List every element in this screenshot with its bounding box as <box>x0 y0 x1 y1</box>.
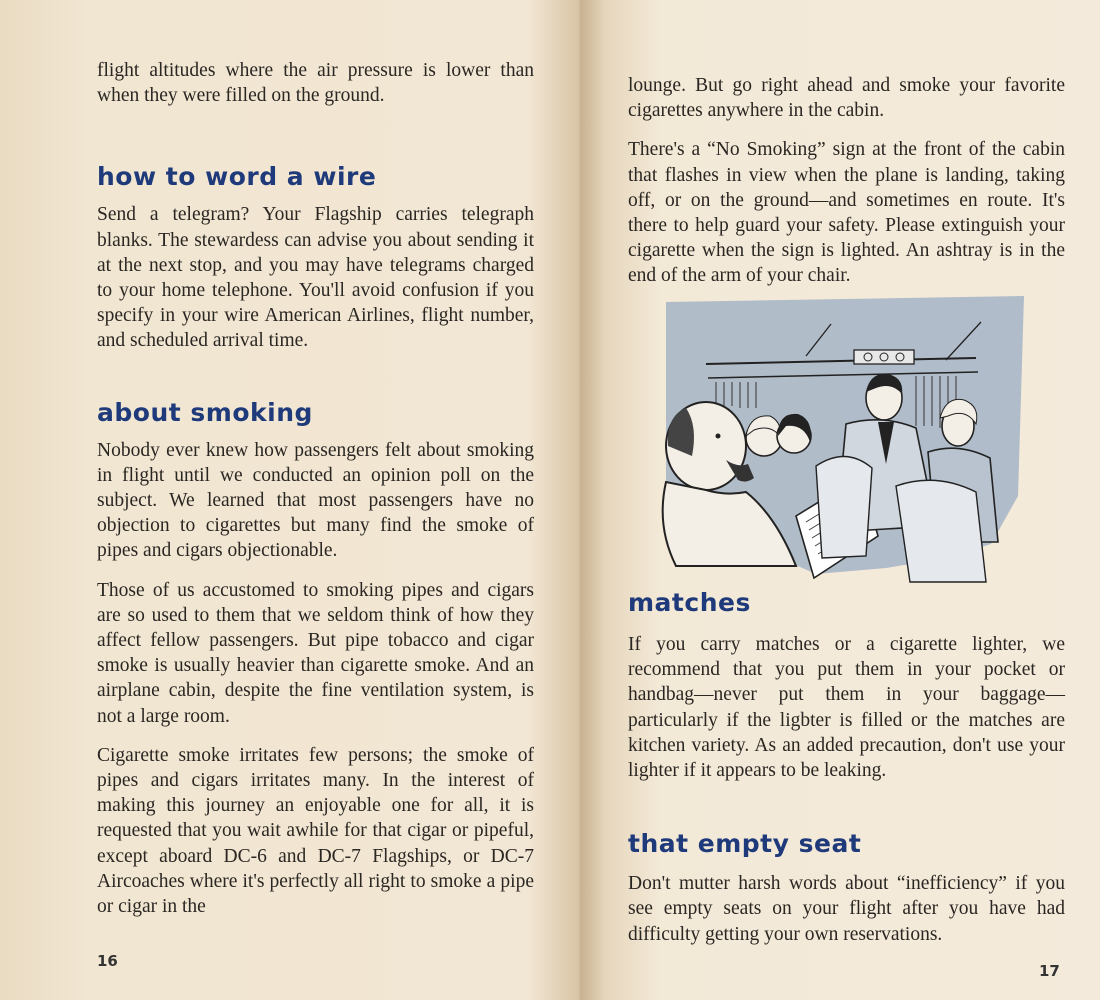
continued-paragraph-right: lounge. But go right ahead and smoke your favorite cigarettes anywhere in the cabin. <box>628 75 1065 122</box>
right-page <box>580 0 1100 1000</box>
cabin-passengers-illustration <box>646 296 1026 586</box>
smoking-paragraph-2: Those of us accustomed to smoking pipes and cigars are so used to them that we seldom think of how they affect fellow passengers. But pipe tobacco and cigar smoke is usually heavier than cigarette smoke. And an airplane cabin, despite the fine ventilation system, is not a large room. <box>97 579 534 727</box>
page-number-right: 17 <box>1039 962 1060 980</box>
left-page-text <box>97 58 534 933</box>
section-heading-smoking: about smoking <box>97 397 313 427</box>
section-heading-empty-seat: that empty seat <box>628 829 862 859</box>
no-smoking-sign-paragraph: There's a “No Smoking” sign at the front of the cabin that flashes in view when the plane is landing, taking off, or on the ground—and sometimes en route. It's there to help guard your safety. Please extinguish your cigarette when the sign is lighted. An ashtray is in the end of the arm of your chair. <box>628 139 1065 287</box>
no-smoking-sign-icon <box>854 350 914 364</box>
section-heading-telegram: how to word a wire <box>97 162 377 192</box>
telegram-paragraph: Send a telegram? Your Flagship carries telegraph blanks. The stewardess can advise you about sending it at the next stop, and you may have telegrams charged to your home telephone. You'll avoid confusion if you specify in your wire American Airlines, flight number, and scheduled arrival time. <box>97 204 534 352</box>
empty-seat-paragraph: Don't mutter harsh words about “inefficiency” if you see empty seats on your flight after you have had difficulty getting your own reservations. <box>628 873 1065 945</box>
smoking-paragraph-1: Nobody ever knew how passengers felt about smoking in flight until we conducted an opinion poll on the subject. We learned that most passengers have no objection to cigarettes but many find the smoke of pipes and cigars objectionable. <box>97 439 534 562</box>
right-page-top-text <box>628 73 1065 303</box>
section-heading-matches: matches <box>628 588 751 617</box>
matches-paragraph: If you carry matches or a cigarette lighter, we recommend that you put them in your pocket or handbag—never put them in your baggage—particularly if the ligbter is filled or the matches are kitchen variety. As an added precaution, don't use your lighter if it appears to be leaking. <box>628 634 1065 782</box>
continued-paragraph: flight altitudes where the air pressure is lower than when they were filled on the ground. <box>97 60 534 107</box>
page-number-left: 16 <box>97 952 118 970</box>
smoking-paragraph-3: Cigarette smoke irritates few persons; the smoke of pipes and cigars irritates many. In the interest of making this journey an enjoyable one for all, it is requested that you wait awhile for that cigar or pipeful, except aboard DC-6 and DC-7 Flagships, or DC-7 Aircoaches where it's perfectly all right to smoke a pipe or cigar in the <box>97 744 534 918</box>
right-page-bottom-text <box>628 588 1065 961</box>
